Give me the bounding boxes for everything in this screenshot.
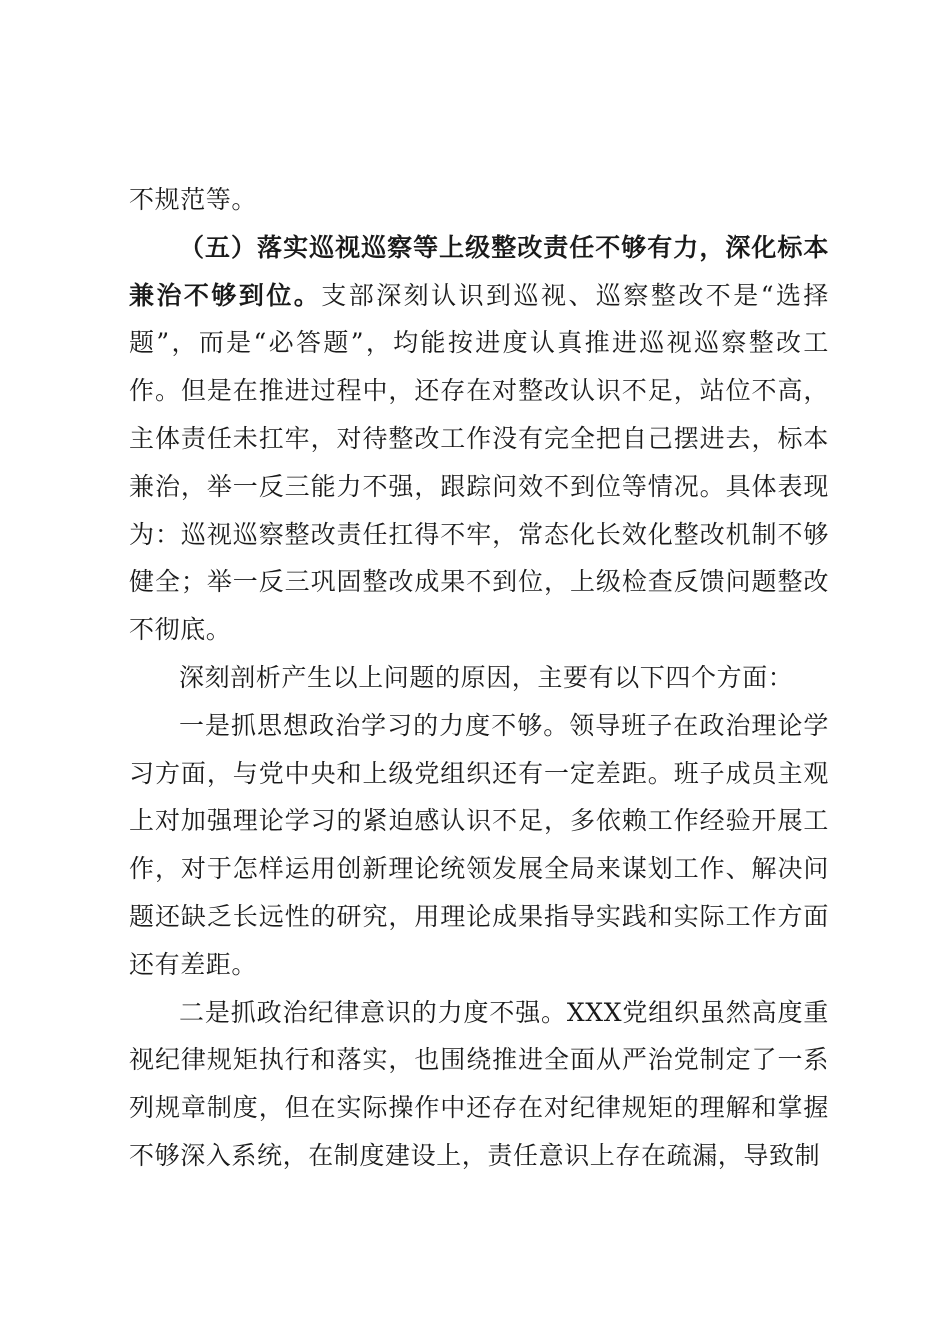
paragraph-text: 不规范等。 [129, 185, 258, 214]
section-heading-bold: （五）落实巡视巡察等上级整改责任不够有力，深化标本兼治不够到位。 [129, 232, 829, 310]
document-body [129, 176, 829, 1180]
paragraph-text: 二是抓政治纪律意识的力度不强。XXX党组织虽然高度重视纪律规矩执行和落实，也围绕推进全面从严治党制定了一系列规章制度，但在实际操作中还存在对纪律规矩的理解和掌握不够深入系统，在制度建设上，责任意识上存在疏漏，导致制 [129, 997, 829, 1170]
paragraph-cause-two [129, 989, 829, 1180]
paragraph-cause-one [129, 702, 829, 989]
paragraph-text: 深刻剖析产生以上问题的原因，主要有以下四个方面： [179, 662, 794, 692]
paragraph-continuation [129, 176, 829, 224]
paragraph-section-five [129, 224, 829, 654]
paragraph-text: 支部深刻认识到巡视、巡察整改不是“选择题”，而是“必答题”，均能按进度认真推进巡视巡察整改工作。但是在推进过程中，还存在对整改认识不足，站位不高，主体责任未扛牢，对待整改工作没有完全把自己摆进去，标本兼治，举一反三能力不强，跟踪问效不到位等情况。具体表现为：巡视巡察整改责任扛得不牢，常态化长效化整改机制不够健全；举一反三巩固整改成果不到位，上级检查反馈问题整改不彻底。 [129, 280, 830, 645]
paragraph-causes-intro [129, 654, 829, 702]
paragraph-text: 一是抓思想政治学习的力度不够。领导班子在政治理论学习方面，与党中央和上级党组织还有一定差距。班子成员主观上对加强理论学习的紧迫感认识不足，多依赖工作经验开展工作，对于怎样运用创新理论统领发展全局来谋划工作、解决问题还缺乏长远性的研究，用理论成果指导实践和实际工作方面还有差距。 [129, 710, 829, 979]
